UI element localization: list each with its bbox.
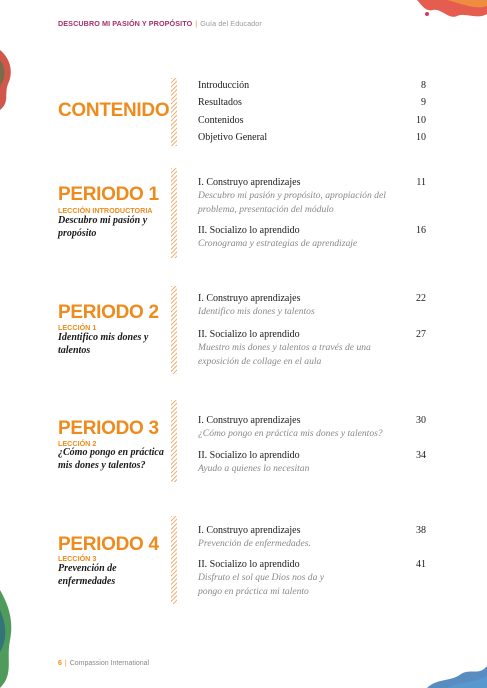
- entry-label: II. Socializo lo aprendido: [198, 329, 300, 340]
- entry-label: I. Construyo aprendizajes: [198, 415, 301, 426]
- entry-page: 41: [416, 559, 426, 570]
- toc-entry-page: 9: [421, 97, 426, 108]
- entry-page: 38: [416, 525, 426, 536]
- entry-label: I. Construyo aprendizajes: [198, 177, 301, 188]
- footer-org: Compassion International: [69, 660, 150, 667]
- entry-page: 27: [416, 329, 426, 340]
- period-2-entry-socializo-desc: Muestro mis dones y talentos a través de una exposición de collage en el aula: [198, 342, 371, 367]
- entry-page: 16: [416, 225, 426, 236]
- entry-page: 30: [416, 415, 426, 426]
- watercolor-splash-left-top: [0, 50, 16, 110]
- period-1-title: PERIODO 1: [58, 184, 159, 205]
- header-subtitle: Guía del Educador: [200, 19, 262, 28]
- entry-page: 11: [416, 177, 426, 188]
- period-1-entry-construyo-desc: Descubro mi pasión y propósito, apropiación del problema, presentación del módulo: [198, 190, 386, 215]
- period-2-lesson-name: Identifico mis dones y talentos: [58, 332, 149, 356]
- period-4-entry-construyo-desc: Prevención de enfermedades.: [198, 538, 311, 549]
- divider-period-1: [171, 168, 177, 258]
- entry-label: I. Construyo aprendizajes: [198, 525, 301, 536]
- toc-entry-label: Introducción: [198, 80, 250, 91]
- footer-separator: |: [64, 660, 67, 667]
- period-2-title: PERIODO 2: [58, 302, 159, 323]
- period-1-entry-socializo-desc: Cronograma y estrategias de aprendizaje: [198, 238, 358, 249]
- divider-period-3: [171, 400, 177, 482]
- divider-contents: [171, 78, 177, 146]
- period-3-lesson-name: ¿Cómo pongo en práctica mis dones y talentos?: [58, 447, 164, 471]
- entry-page: 22: [416, 293, 426, 304]
- period-4-title: PERIODO 4: [58, 534, 159, 555]
- period-1-lesson: LECCIÓN INTRODUCTORIA: [58, 206, 153, 215]
- contents-title: CONTENIDO: [58, 100, 170, 121]
- entry-page: 34: [416, 450, 426, 461]
- page-footer: [58, 660, 149, 667]
- divider-period-2: [171, 286, 177, 374]
- entry-label: II. Socializo lo aprendido: [198, 559, 300, 570]
- watercolor-splash-top-right: [407, 0, 487, 22]
- toc-entry-page: 10: [416, 115, 426, 126]
- period-3-title: PERIODO 3: [58, 418, 159, 439]
- period-2-entry-construyo-desc: Identifico mis dones y talentos: [198, 306, 315, 317]
- entry-label: II. Socializo lo aprendido: [198, 450, 300, 461]
- toc-entry-label: Objetivo General: [198, 132, 268, 143]
- period-3-entry-socializo-desc: Ayudo a quienes lo necesitan: [198, 463, 310, 474]
- header-separator: |: [195, 19, 198, 28]
- toc-entry-page: 8: [421, 80, 426, 91]
- period-1-lesson-name: Descubro mi pasión y propósito: [58, 215, 148, 239]
- period-4-lesson: LECCIÓN 3: [58, 554, 97, 563]
- toc-entry-label: Contenidos: [198, 115, 244, 126]
- watercolor-splash-bottom-right: [427, 666, 487, 688]
- header-title: DESCUBRO MI PASIÓN Y PROPÓSITO: [58, 19, 193, 28]
- divider-period-4: [171, 516, 177, 604]
- watercolor-splash-left-bottom: [0, 590, 18, 688]
- period-4-lesson-name: Prevención de enfermedades: [58, 563, 117, 587]
- running-header: [58, 19, 262, 28]
- period-4-entry-socializo-desc: Disfruto el sol que Dios nos da y pongo en práctica mi talento: [198, 572, 325, 597]
- period-3-entry-construyo-desc: ¿Cómo pongo en práctica mis dones y talentos?: [198, 428, 383, 439]
- period-2-lesson: LECCIÓN 1: [58, 323, 97, 332]
- toc-entry-page: 10: [416, 132, 426, 143]
- period-3-lesson: LECCIÓN 2: [58, 439, 97, 448]
- entry-label: II. Socializo lo aprendido: [198, 225, 300, 236]
- toc-entry-label: Resultados: [198, 97, 242, 108]
- entry-label: I. Construyo aprendizajes: [198, 293, 301, 304]
- page-number: 6: [58, 660, 62, 667]
